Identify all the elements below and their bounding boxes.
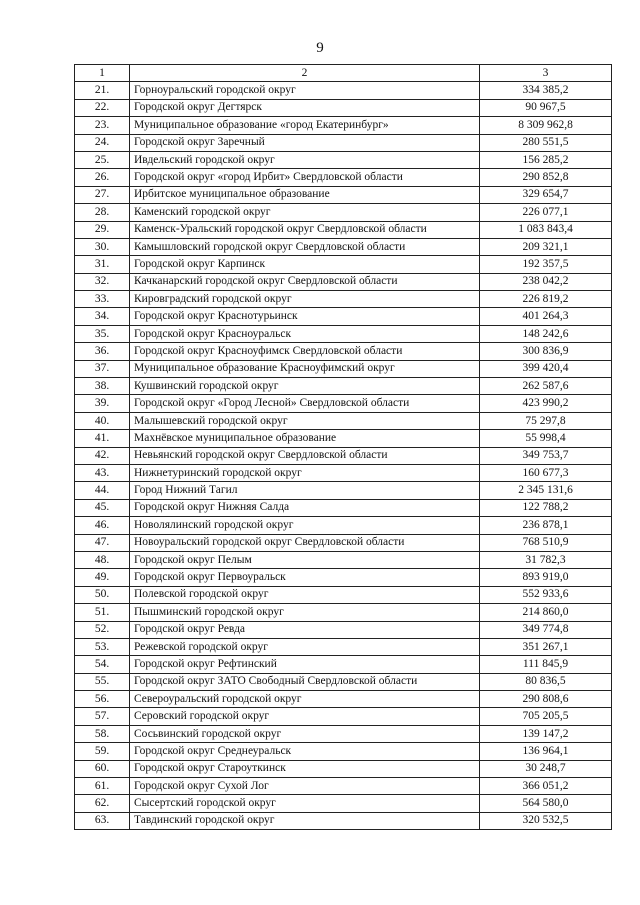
municipality-name: Ирбитское муниципальное образование [130,186,480,203]
municipality-name: Каменский городской округ [130,204,480,221]
row-number: 29. [75,221,130,238]
table-row [75,395,612,412]
row-amount: 156 285,2 [480,151,612,168]
municipality-name: Городской округ Первоуральск [130,569,480,586]
row-number: 25. [75,151,130,168]
row-amount: 564 580,0 [480,795,612,812]
row-number: 62. [75,795,130,812]
page-number: 9 [316,40,324,56]
table-row [75,204,612,221]
municipality-name: Городской округ «город Ирбит» Свердловской области [130,169,480,186]
row-amount: 768 510,9 [480,534,612,551]
row-number: 35. [75,325,130,342]
table-row [75,743,612,760]
table-row [75,725,612,742]
municipality-name: Городской округ «Город Лесной» Свердловской области [130,395,480,412]
row-amount: 192 357,5 [480,256,612,273]
row-amount: 349 774,8 [480,621,612,638]
table-row [75,778,612,795]
municipality-name: Полевской городской округ [130,586,480,603]
row-amount: 262 587,6 [480,378,612,395]
row-number: 33. [75,291,130,308]
table-row [75,82,612,99]
header-col-name: 2 [130,65,480,82]
row-amount: 136 964,1 [480,743,612,760]
row-number: 41. [75,430,130,447]
row-number: 63. [75,812,130,829]
municipality-name: Новоуральский городской округ Свердловской области [130,534,480,551]
row-number: 24. [75,134,130,151]
table-row [75,586,612,603]
municipality-name: Муниципальное образование «город Екатеринбург» [130,117,480,134]
table-row [75,117,612,134]
row-number: 46. [75,517,130,534]
row-number: 49. [75,569,130,586]
municipality-name: Горноуральский городской округ [130,82,480,99]
table-row [75,569,612,586]
row-number: 22. [75,99,130,116]
budget-table [74,64,612,830]
row-number: 44. [75,482,130,499]
table-row [75,621,612,638]
table-row [75,638,612,655]
table-row [75,186,612,203]
table-header [75,65,612,82]
municipality-name: Городской округ Карпинск [130,256,480,273]
header-col-number: 1 [75,65,130,82]
table-body [75,82,612,830]
table-row [75,673,612,690]
municipality-name: Ивдельский городской округ [130,151,480,168]
row-number: 50. [75,586,130,603]
row-amount: 139 147,2 [480,725,612,742]
header-row [75,65,612,82]
municipality-name: Город Нижний Тагил [130,482,480,499]
municipality-name: Кировградский городской округ [130,291,480,308]
row-amount: 8 309 962,8 [480,117,612,134]
row-amount: 90 967,5 [480,99,612,116]
table-row [75,325,612,342]
municipality-name: Муниципальное образование Красноуфимский округ [130,360,480,377]
row-amount: 55 998,4 [480,430,612,447]
row-amount: 122 788,2 [480,499,612,516]
row-amount: 1 083 843,4 [480,221,612,238]
table-row [75,343,612,360]
row-amount: 238 042,2 [480,273,612,290]
row-number: 31. [75,256,130,273]
table-row [75,99,612,116]
row-number: 60. [75,760,130,777]
table-row [75,708,612,725]
row-amount: 226 819,2 [480,291,612,308]
row-amount: 349 753,7 [480,447,612,464]
row-number: 34. [75,308,130,325]
municipality-name: Городской округ Краснотурьинск [130,308,480,325]
row-number: 28. [75,204,130,221]
row-amount: 209 321,1 [480,238,612,255]
row-number: 57. [75,708,130,725]
municipality-name: Качканарский городской округ Свердловской области [130,273,480,290]
municipality-name: Североуральский городской округ [130,691,480,708]
row-number: 47. [75,534,130,551]
row-amount: 334 385,2 [480,82,612,99]
table-row [75,308,612,325]
row-amount: 366 051,2 [480,778,612,795]
table-row [75,760,612,777]
row-number: 54. [75,656,130,673]
municipality-name: Городской округ Заречный [130,134,480,151]
table-row [75,795,612,812]
row-amount: 705 205,5 [480,708,612,725]
table-row [75,273,612,290]
table-row [75,256,612,273]
table-row [75,134,612,151]
row-amount: 236 878,1 [480,517,612,534]
municipality-name: Режевской городской округ [130,638,480,655]
table-row [75,412,612,429]
municipality-name: Городской округ Сухой Лог [130,778,480,795]
municipality-name: Городской округ Красноуральск [130,325,480,342]
row-number: 21. [75,82,130,99]
municipality-name: Городской округ Ревда [130,621,480,638]
row-number: 23. [75,117,130,134]
row-amount: 300 836,9 [480,343,612,360]
municipality-name: Кушвинский городской округ [130,378,480,395]
row-number: 43. [75,464,130,481]
row-number: 48. [75,551,130,568]
row-number: 26. [75,169,130,186]
municipality-name: Серовский городской округ [130,708,480,725]
table-row [75,378,612,395]
table-row [75,430,612,447]
table-row [75,151,612,168]
row-amount: 893 919,0 [480,569,612,586]
municipality-name: Камышловский городской округ Свердловской области [130,238,480,255]
row-number: 39. [75,395,130,412]
municipality-name: Городской округ Среднеуральск [130,743,480,760]
row-amount: 160 677,3 [480,464,612,481]
municipality-name: Городской округ Нижняя Салда [130,499,480,516]
row-number: 59. [75,743,130,760]
row-number: 27. [75,186,130,203]
row-amount: 75 297,8 [480,412,612,429]
row-number: 30. [75,238,130,255]
row-amount: 31 782,3 [480,551,612,568]
municipality-name: Нижнетуринский городской округ [130,464,480,481]
row-amount: 148 242,6 [480,325,612,342]
table-row [75,604,612,621]
municipality-name: Малышевский городской округ [130,412,480,429]
row-number: 40. [75,412,130,429]
row-number: 37. [75,360,130,377]
table-row [75,464,612,481]
municipality-name: Сысертский городской округ [130,795,480,812]
row-amount: 111 845,9 [480,656,612,673]
municipality-name: Махнёвское муниципальное образование [130,430,480,447]
municipality-name: Городской округ Староуткинск [130,760,480,777]
row-amount: 320 532,5 [480,812,612,829]
row-amount: 80 836,5 [480,673,612,690]
row-amount: 351 267,1 [480,638,612,655]
row-amount: 399 420,4 [480,360,612,377]
table-row [75,447,612,464]
row-number: 38. [75,378,130,395]
row-amount: 423 990,2 [480,395,612,412]
row-number: 56. [75,691,130,708]
row-amount: 280 551,5 [480,134,612,151]
municipality-name: Тавдинский городской округ [130,812,480,829]
row-number: 55. [75,673,130,690]
municipality-name: Каменск-Уральский городской округ Свердловской области [130,221,480,238]
table-row [75,812,612,829]
row-amount: 30 248,7 [480,760,612,777]
row-amount: 214 860,0 [480,604,612,621]
table-row [75,221,612,238]
table-row [75,238,612,255]
row-amount: 2 345 131,6 [480,482,612,499]
row-amount: 290 852,8 [480,169,612,186]
table-row [75,482,612,499]
table-row [75,360,612,377]
municipality-name: Новолялинский городской округ [130,517,480,534]
row-number: 58. [75,725,130,742]
municipality-name: Пышминский городской округ [130,604,480,621]
row-amount: 552 933,6 [480,586,612,603]
row-number: 45. [75,499,130,516]
table-row [75,291,612,308]
table-row [75,691,612,708]
table-row [75,656,612,673]
row-number: 52. [75,621,130,638]
municipality-name: Невьянский городской округ Свердловской области [130,447,480,464]
header-col-amount: 3 [480,65,612,82]
row-number: 36. [75,343,130,360]
municipality-name: Городской округ ЗАТО Свободный Свердловской области [130,673,480,690]
municipality-name: Городской округ Рефтинский [130,656,480,673]
municipality-name: Сосьвинский городской округ [130,725,480,742]
municipality-name: Городской округ Дегтярск [130,99,480,116]
table-row [75,169,612,186]
row-amount: 226 077,1 [480,204,612,221]
municipality-name: Городской округ Пелым [130,551,480,568]
row-amount: 290 808,6 [480,691,612,708]
row-number: 61. [75,778,130,795]
table-row [75,517,612,534]
table-row [75,534,612,551]
row-number: 53. [75,638,130,655]
municipality-name: Городской округ Красноуфимск Свердловской области [130,343,480,360]
row-number: 42. [75,447,130,464]
row-number: 32. [75,273,130,290]
row-amount: 329 654,7 [480,186,612,203]
row-amount: 401 264,3 [480,308,612,325]
table-row [75,551,612,568]
table-row [75,499,612,516]
row-number: 51. [75,604,130,621]
